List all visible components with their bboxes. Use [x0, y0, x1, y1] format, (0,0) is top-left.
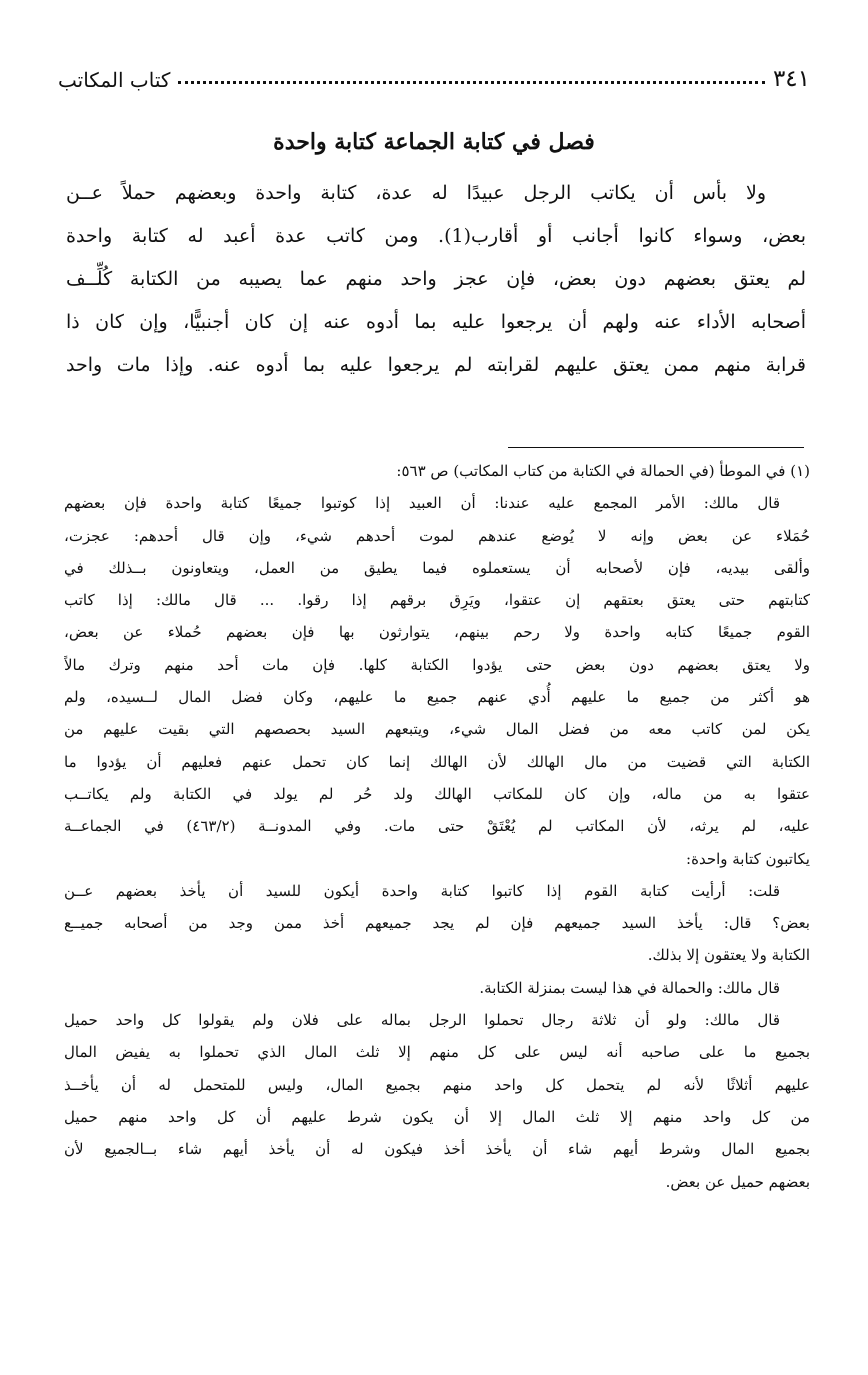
footnote-line: من كل واحد منهم إلا ثلث المال إلا أن يكون شرط عليهم أن كل واحد منهم حميل	[64, 1107, 810, 1126]
footnote-line: قلت: أرأيت كتابة القوم إذا كاتبوا كتابة واحدة أيكون للسيد أن يأخذ بعضهم عــن	[64, 881, 780, 900]
main-text-line: أصحابه الأداء عنه ولهم أن يرجعوا عليه بما أدوه عنه إن كان أجنبيًّا، وإن كان ذا	[66, 311, 806, 333]
dotted-leader	[178, 81, 765, 84]
footnote-line: بعضهم حميل عن بعض.	[665, 1172, 810, 1191]
page-number: ٣٤١	[772, 66, 810, 92]
footnote-line: القوم جميعًا كتابه واحدة ولا رحم بينهم، يتوارثون بها فإن بعضهم حُملاء عن بعض،	[64, 623, 810, 642]
footnote-line: بعض؟ قال: يأخذ السيد جميعهم فإن لم يجد جميعهم أخذ ممن وجد من أصحابه جميــع	[64, 914, 810, 933]
main-text-line: قرابة منهم ممن يعتق عليهم لقرابته لم يرجعوا عليه بما أدوه عنه. وإذا مات واحد	[66, 354, 806, 376]
footnote-line: عتقوا به من ماله، وإن كان للمكاتب الهالك ولد حُر لم يولد في الكتابة ولم يكاتــب	[64, 784, 810, 803]
footnote-line: قال مالك: ولو أن ثلاثة رجال تحملوا الرجل بماله على فلان ولم يقولوا كل واحد حميل	[64, 1011, 780, 1030]
footnote-line: يكاتبون كتابة واحدة:	[686, 849, 810, 868]
footnote-line: يكن لمن كاتب معه من فضل المال شيء، ويتبعهم السيد بحصصهم التي بقيت عليهم من	[64, 720, 810, 739]
main-text	[66, 172, 806, 387]
book-title: كتاب المكاتب	[58, 68, 171, 92]
footnote-line: بجميع المال وشرط أيهم شاء أن يأخذ أخذ فيكون له أن يأخذ أيهم شاء بــالجميع لأن	[64, 1140, 810, 1159]
footnote-line: عليهم أثلاثًا لأنه لم يتحمل كل واحد منهم بجميع المال، وليس للمتحمل له أن يأخــذ	[64, 1075, 810, 1094]
footnote-line: الكتابة ولا يعتقون إلا بذلك.	[647, 946, 810, 965]
section-title: فصل في كتابة الجماعة كتابة واحدة	[273, 129, 595, 155]
running-header	[58, 58, 810, 92]
footnote-line: حُمَلاء عن بعض وإنه لا يُوضع عندهم لموت أحدهم شيء، وإن قال أحدهم: عجزت،	[64, 526, 810, 545]
main-text-line: بعض، وسواء كانوا أجانب أو أقارب(1). ومن كاتب عدة أعبد له كتابة واحدة	[66, 225, 806, 247]
footnotes	[64, 455, 810, 1198]
footnote-line: قال مالك: الأمر المجمع عليه عندنا: أن العبيد إذا كوتبوا جميعًا كتابة واحدة فإن بعضهم	[64, 494, 780, 513]
footnote-line: الكتابة التي قضيت من مال الهالك لأن الهالك إنما كان تحمل عنهم فعليهم أن يؤدوا ما	[64, 752, 810, 771]
footnote-line: بجميع ما على صاحبه أنه ليس على كل منهم إلا ثلث المال الذي تحملوا به يفيض المال	[64, 1043, 810, 1062]
footnote-line: ولا يعتق بعضهم دون بعض حتى يؤدوا الكتابة كلها. فإن مات أحد منهم وترك مالاً	[64, 655, 810, 674]
footnote-line: عليه، لم يرثه، لأن المكاتب لم يُعْتَقْ حتى مات. وفي المدونــة (٤٦٣/٢) في الجماعــة	[64, 817, 810, 836]
main-text-line: لم يعتق بعضهم دون بعض، فإن عجز واحد منهم عما يصيبه من الكتابة كُلِّــف	[66, 268, 806, 290]
footnote-line: قال مالك: والحمالة في هذا ليست بمنزلة الكتابة.	[479, 978, 780, 997]
main-text-line: ولا بأس أن يكاتب الرجل عبيدًا له عدة، كتابة واحدة وبعضهم حملاً عــن	[66, 182, 766, 204]
footnote-line: وألقى بيديه، فإن لأصحابه أن يستعملوه فيما يطيق من العمل، ويتعاونون بــذلك في	[64, 558, 810, 577]
footnote-line: كتابتهم حتى يعتق بعتقهم إن عتقوا، ويَرِق برقهم إذا رقوا. ... قال مالك: إذا كاتب	[64, 591, 810, 610]
footnote-line: هو أكثر من جميع ما عليهم أُدي عنهم جميع ما عليهم، وكان فضل المال لــسيده، ولم	[64, 688, 810, 707]
footnote-line: (١) في الموطأ (في الحمالة في الكتابة من كتاب المكاتب) ص ٥٦٣:	[396, 462, 810, 480]
footnote-separator	[508, 447, 804, 448]
